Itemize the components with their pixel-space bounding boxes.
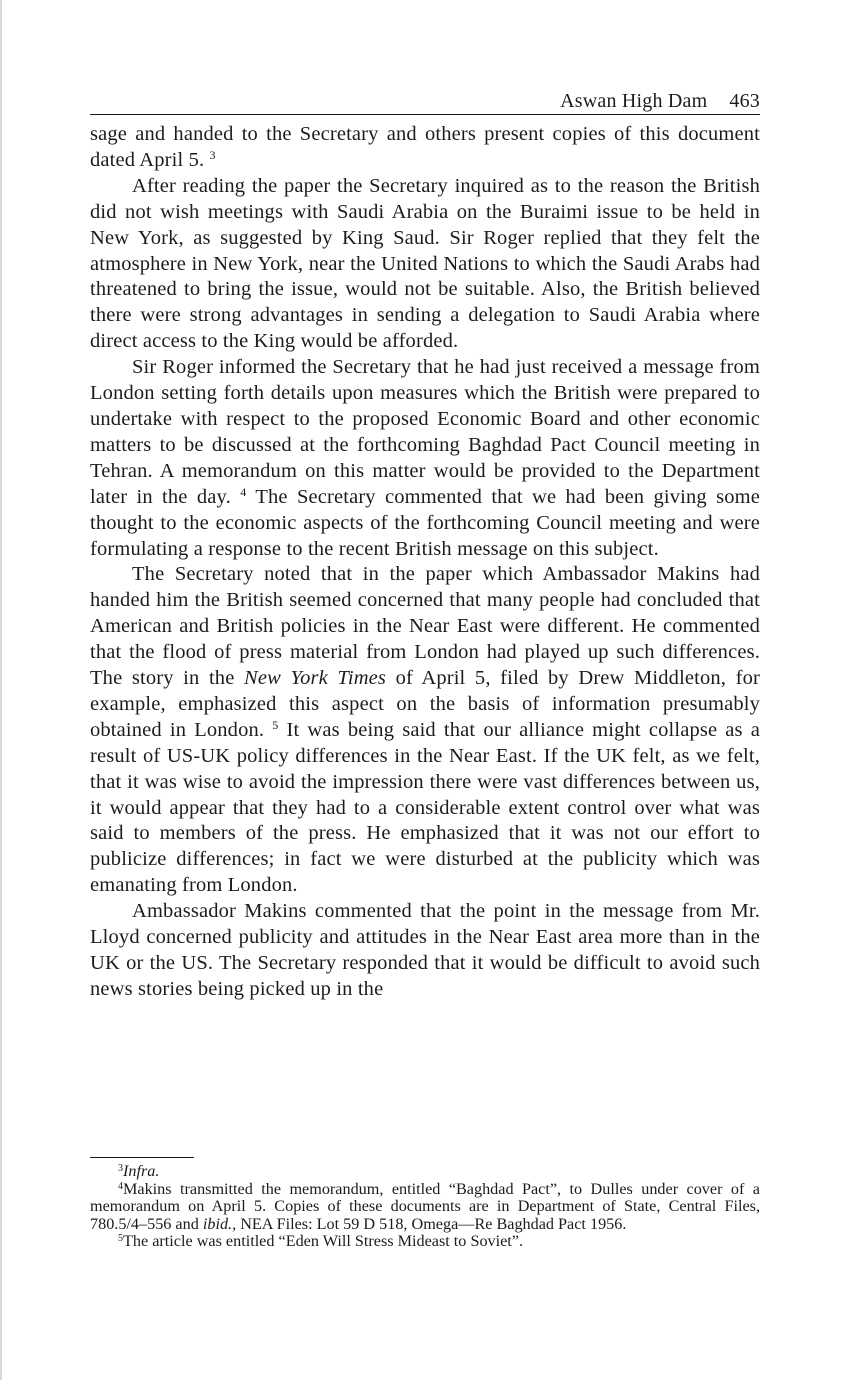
paragraph-5: Ambassador Makins commented that the point in the message from Mr. Lloyd concerned publicity and attitudes in the Near East area more than in the UK or the US. The Secretary responded that it would be difficult to avoid such news stories being picked up in the (90, 900, 760, 1000)
footnote-ref-5: 5 (272, 717, 279, 732)
running-header (90, 86, 760, 115)
footnote-ref-3: 3 (209, 147, 216, 162)
footnote-4-text-a: Makins transmitted the memorandum, entitled “Baghdad Pact”, to Dulles under cover of a memorandum on April 5. Copies of these documents are in Department of State, Central Files, 780.5/4–556 and (90, 1179, 760, 1233)
running-title: Aswan High Dam (560, 90, 708, 112)
footnotes (90, 1163, 760, 1251)
footnote-5-number: 5 (118, 1233, 123, 1245)
footnote-divider (90, 1157, 194, 1158)
paragraph-1-text: sage and handed to the Secretary and others present copies of this document dated April 5. (90, 123, 760, 171)
paragraph-3 (90, 355, 760, 562)
paragraph-4 (90, 562, 760, 899)
footnote-4-number: 4 (118, 1180, 123, 1192)
paragraph-4-text-b: of April 5, filed by Drew Middleton, for example, emphasized this aspect on the basis of information presumably obtained in London. (90, 667, 760, 741)
page-binding-edge (0, 0, 2, 1380)
footnote-5-text: The article was entitled “Eden Will Stress Mideast to Soviet”. (123, 1232, 524, 1251)
page-number: 463 (729, 90, 760, 112)
footnote-4 (90, 1181, 760, 1234)
paragraph-3-text-a: Sir Roger informed the Secretary that he had just received a message from London setting forth details upon measures which the British were prepared to undertake with respect to the proposed Economic Board and other economic matters to be discussed at the forthcoming Baghdad Pact Council meeting in Tehran. A memorandum on this matter would be provided to the Department later in the day. (90, 356, 760, 508)
footnote-3-number: 3 (118, 1163, 123, 1174)
footnote-4-text-b: , NEA Files: Lot 59 D 518, Omega—Re Baghdad Pact 1956. (232, 1214, 627, 1233)
footnote-4-ibid: ibid. (202, 1214, 233, 1233)
footnote-5 (90, 1233, 760, 1251)
body-text (90, 122, 760, 1003)
paragraph-2: After reading the paper the Secretary inquired as to the reason the British did not wish meetings with Saudi Arabia on the Buraimi issue to be held in New York, as suggested by King Saud. Sir Roger replied that they felt the atmosphere in New York, near the United Nations to which the Saudi Arabs had threatened to bring the issue, would not be suitable. Also, the British believed there were strong advantages in sending a delegation to Saudi Arabia where direct access to the King would be afforded. (90, 174, 760, 353)
document-page (90, 86, 760, 1003)
footnote-ref-4: 4 (240, 484, 247, 499)
paragraph-1 (90, 122, 760, 174)
paragraph-4-text-c: It was being said that our alliance might collapse as a result of US-UK policy differences in the Near East. If the UK felt, as we felt, that it was wise to avoid the impression there were vast differences between us, it would appear that they had to a considerable extent control over what was said to members of the press. He emphasized that it was not our effort to publicize differences; in fact we were disturbed at the publicity which was emanating from London. (90, 718, 761, 897)
paragraph-3-text-b: The Secretary commented that we had been giving some thought to the economic aspects of the forthcoming Council meeting and were formulating a response to the recent British message on this subject. (90, 485, 760, 560)
footnote-3-text: Infra. (123, 1162, 160, 1180)
paragraph-4-text-a: The Secretary noted that in the paper which Ambassador Makins had handed him the British seemed concerned that many people had concluded that American and British policies in the Near East were different. He commented that the flood of press material from London had played up such differences. The story in the (90, 563, 760, 690)
newspaper-title: New York Times (244, 667, 387, 690)
footnote-3 (90, 1163, 760, 1181)
